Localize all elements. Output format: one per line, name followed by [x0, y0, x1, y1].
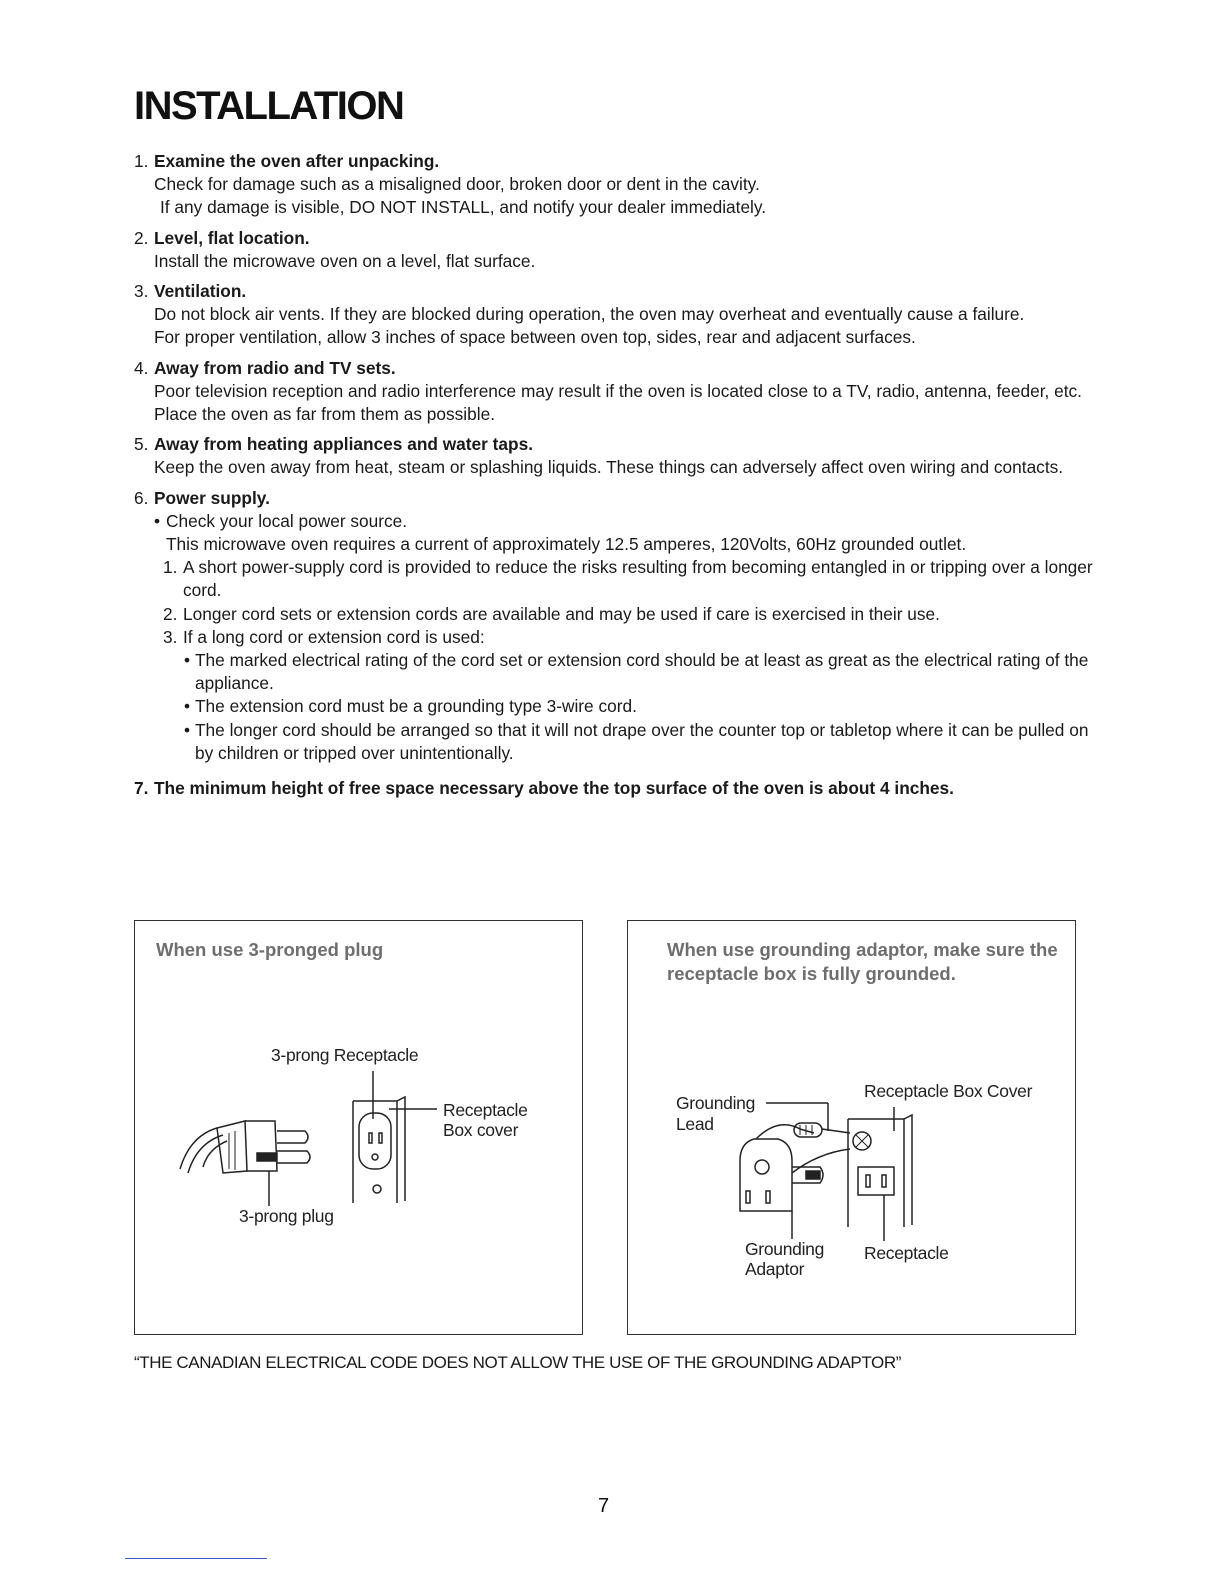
item-heading: Away from heating appliances and water taps.: [154, 434, 534, 455]
item-text: Place the oven as far from them as possible.: [154, 404, 495, 425]
label-receptacle-box-cover: Receptacle Box Cover: [864, 1081, 1033, 1101]
item-heading: The minimum height of free space necessary above the top surface of the oven is about 4 inches.: [154, 778, 954, 799]
label-grounding-lead: Grounding Lead: [676, 1093, 756, 1134]
list-item: [134, 487, 1094, 765]
item-number: 6.: [134, 487, 149, 508]
label-receptacle: Receptacle: [864, 1243, 949, 1263]
item-heading: Power supply.: [154, 487, 270, 508]
bullet-dot: •: [184, 719, 191, 740]
item-text: This microwave oven requires a current of approximately 12.5 amperes, 120Volts, 60Hz grounded outlet.: [166, 534, 967, 555]
item-text: Install the microwave oven on a level, flat surface.: [154, 250, 536, 271]
item-heading: Away from radio and TV sets.: [154, 357, 396, 378]
bullet-text: The marked electrical rating of the cord set or extension cord should be at least as great as the electrical rating of the appliance.: [195, 650, 1089, 694]
item-heading: Examine the oven after unpacking.: [154, 151, 440, 171]
item-text: Keep the oven away from heat, steam or splashing liquids. These things can adversely affect oven wiring and contacts.: [154, 457, 1064, 478]
sub-item: [154, 603, 1094, 626]
sub-item-text: A short power-supply cord is provided to reduce the risks resulting from becoming entangled in or tripping over a longer cord.: [183, 557, 1093, 601]
page-number: 7: [598, 1495, 610, 1517]
list-item: [134, 777, 1094, 800]
bullet-text: The longer cord should be arranged so that it will not drape over the counter top or tabletop where it can be pulled on by children or tripped over unintentionally.: [195, 719, 1089, 763]
label-grounding-adaptor: Grounding Adaptor: [745, 1239, 825, 1279]
item-number: 1.: [134, 151, 149, 171]
item-text: Check for damage such as a misaligned door, broken door or dent in the cavity.: [154, 174, 760, 195]
bullet-item: [154, 649, 1094, 695]
bullet-item: [154, 695, 1094, 718]
figure-3-prong-plug: [134, 920, 583, 1335]
sub-item-text: Longer cord sets or extension cords are available and may be used if care is exercised in their use.: [183, 603, 940, 624]
item-text: If any damage is visible, DO NOT INSTALL, and notify your dealer immediately.: [160, 197, 767, 218]
sub-item: [154, 556, 1094, 602]
item-heading: Ventilation.: [154, 281, 247, 302]
bullet-dot: •: [154, 510, 161, 531]
figure-grounding-adaptor: [627, 920, 1076, 1335]
item-heading: Level, flat location.: [154, 227, 310, 248]
page-title: INSTALLATION: [134, 84, 404, 128]
list-item: [134, 433, 1094, 479]
label-receptacle-box-cover: Receptacle Box cover: [443, 1100, 528, 1140]
item-number: 7.: [134, 778, 149, 799]
label-3-prong-plug: 3-prong plug: [239, 1206, 334, 1226]
sub-item-number: 3.: [163, 626, 178, 647]
item-text: Poor television reception and radio interference may result if the oven is located close to a TV, radio, antenna, feeder, etc.: [154, 380, 1082, 401]
figure-title: When use 3-pronged plug: [156, 939, 384, 960]
bottom-rule: [125, 1558, 267, 1559]
list-item: [134, 150, 1094, 220]
bullet-dot: •: [184, 696, 191, 717]
list-item: [134, 357, 1094, 427]
installation-list: [134, 150, 1094, 807]
item-number: 2.: [134, 227, 149, 248]
bullet-dot: •: [184, 650, 191, 671]
list-item: [134, 227, 1094, 273]
item-text: For proper ventilation, allow 3 inches of space between oven top, sides, rear and adjacent surfaces.: [154, 327, 916, 348]
sub-item: [154, 626, 1094, 649]
item-number: 5.: [134, 434, 149, 455]
bullet-text: The extension cord must be a grounding type 3-wire cord.: [195, 696, 637, 717]
item-number: 3.: [134, 281, 149, 302]
bullet-item: [154, 510, 1094, 533]
sub-item-number: 1.: [163, 557, 178, 578]
item-text: Do not block air vents. If they are blocked during operation, the oven may overheat and eventually cause a failure.: [154, 304, 1025, 325]
label-3-prong-receptacle: 3-prong Receptacle: [271, 1045, 419, 1065]
item-number: 4.: [134, 357, 149, 378]
sub-item-number: 2.: [163, 603, 178, 624]
figure-title: When use grounding adaptor, make sure the receptacle box is fully grounded.: [667, 939, 1058, 984]
bullet-item: [154, 719, 1094, 765]
footnote: “THE CANADIAN ELECTRICAL CODE DOES NOT ALLOW THE USE OF THE GROUNDING ADAPTOR”: [134, 1353, 901, 1372]
sub-item-text: If a long cord or extension cord is used:: [183, 626, 485, 647]
item-text: Check your local power source.: [166, 510, 408, 531]
list-item: [134, 280, 1094, 350]
